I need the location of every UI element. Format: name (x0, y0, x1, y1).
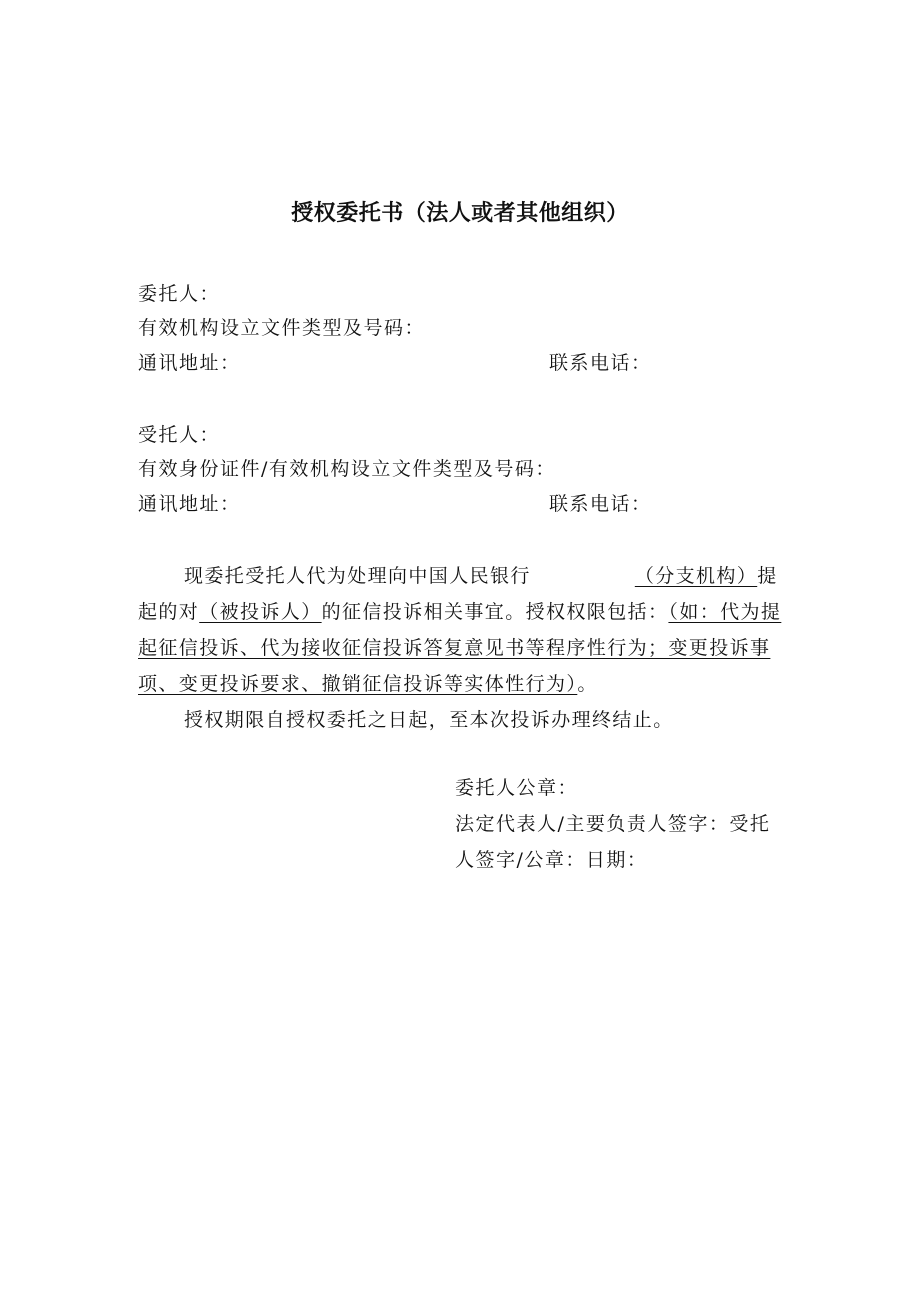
authorization-end: 。 (577, 673, 598, 695)
principal-address-label: 通讯地址： (138, 352, 241, 374)
principal-name-label: 委托人： (138, 283, 221, 305)
respondent-placeholder: （被投诉人） (199, 601, 322, 623)
agent-address-label: 通讯地址： (138, 493, 241, 515)
agent-phone-label: 联系电话： (549, 493, 652, 515)
authorization-mid1: 提起的对 (138, 565, 778, 623)
document-title: 授权委托书（法人或者其他组织） (291, 201, 629, 226)
agent-doc-label: 有效身份证件/有效机构设立文件类型及号码： (138, 458, 556, 480)
representative-signature-label: 法定代表人/主要负责人签字：受托 (455, 813, 771, 835)
agent-signature-date-label: 人签字/公章：日期： (455, 849, 648, 871)
principal-seal-label: 委托人公章： (455, 777, 579, 799)
authorization-intro: 现委托受托人代为处理向中国人民银行 (184, 565, 531, 587)
authorization-scope-example: （如：代为提起征信投诉、代为接收征信投诉答复意见书等程序性行为；变更投诉事项、变更投诉要求、撤销征信投诉等实体性行为） (138, 601, 782, 695)
principal-doc-label: 有效机构设立文件类型及号码： (138, 317, 426, 339)
authorization-period: 授权期限自授权委托之日起，至本次投诉办理终结止。 (184, 709, 674, 731)
principal-phone-label: 联系电话： (549, 352, 652, 374)
authorization-mid2: 的征信投诉相关事宜。授权权限包括： (321, 601, 669, 623)
authorization-paragraph (138, 558, 788, 702)
branch-placeholder: （分支机构） (634, 565, 758, 587)
agent-name-label: 受托人： (138, 424, 221, 446)
